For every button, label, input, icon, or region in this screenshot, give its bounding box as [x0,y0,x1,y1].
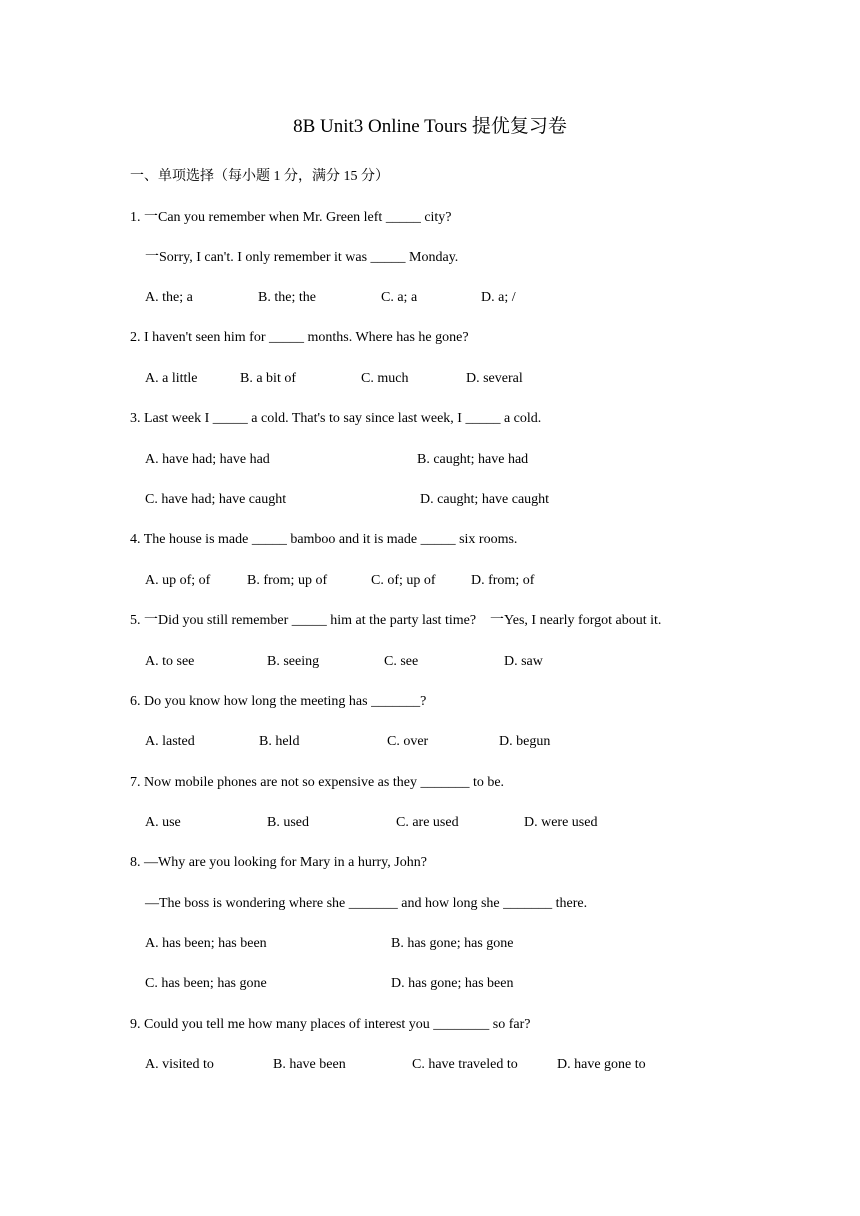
page-title: 8B Unit3 Online Tours 提优复习卷 [293,116,567,137]
option-a: A. a little [145,371,198,386]
section-heading: 一、单项选择（每小题 1 分，满分 15 分） [130,169,389,184]
option-b: B. from; up of [247,573,328,588]
question-stem: 1. 一Can you remember when Mr. Green left _____ city? [130,210,452,225]
option-a: A. has been; has been [145,936,267,951]
option-a: A. use [145,815,181,830]
option-a: A. to see [145,654,195,669]
option-d: D. from; of [471,573,535,588]
option-a: A. lasted [145,734,195,749]
question-stem: 2. I haven't seen him for _____ months. Where has he gone? [130,330,469,345]
option-d: D. have gone to [557,1057,646,1072]
option-b: B. have been [273,1057,346,1072]
question-stem: 7. Now mobile phones are not so expensive as they _______ to be. [130,775,505,790]
question-stem: —The boss is wondering where she _______ and how long she _______ there. [145,896,588,911]
option-a: A. visited to [145,1057,214,1072]
option-c: C. has been; has gone [145,976,267,991]
option-d: D. has gone; has been [391,976,514,991]
question-stem: 6. Do you know how long the meeting has _______? [130,694,427,709]
option-b: B. used [267,815,309,830]
option-d: D. begun [499,734,551,749]
option-d: D. caught; have caught [420,492,550,507]
question-stem: 5. 一Did you still remember _____ him at the party last time? 一Yes, I nearly forgot about it. [130,613,662,628]
question-stem: 一Sorry, I can't. I only remember it was _____ Monday. [145,250,459,265]
option-a: A. have had; have had [145,452,270,467]
option-c: C. a; a [381,290,418,305]
option-c: C. over [387,734,429,749]
question-stem: 4. The house is made _____ bamboo and it is made _____ six rooms. [130,532,518,547]
option-a: A. the; a [145,290,193,305]
option-b: B. a bit of [240,371,296,386]
question-stem: 9. Could you tell me how many places of interest you ________ so far? [130,1017,531,1032]
question-stem: 3. Last week I _____ a cold. That's to say since last week, I _____ a cold. [130,411,542,426]
question-stem: 8. —Why are you looking for Mary in a hurry, John? [130,855,427,870]
option-b: B. has gone; has gone [391,936,514,951]
option-c: C. have traveled to [412,1057,518,1072]
option-c: C. see [384,654,419,669]
option-d: D. were used [524,815,598,830]
option-d: D. a; / [481,290,516,305]
option-b: B. the; the [258,290,316,305]
option-d: D. saw [504,654,543,669]
option-d: D. several [466,371,523,386]
option-c: C. of; up of [371,573,436,588]
option-b: B. caught; have had [417,452,529,467]
option-c: C. have had; have caught [145,492,287,507]
option-b: B. seeing [267,654,320,669]
option-c: C. are used [396,815,459,830]
option-c: C. much [361,371,409,386]
option-a: A. up of; of [145,573,211,588]
option-b: B. held [259,734,300,749]
